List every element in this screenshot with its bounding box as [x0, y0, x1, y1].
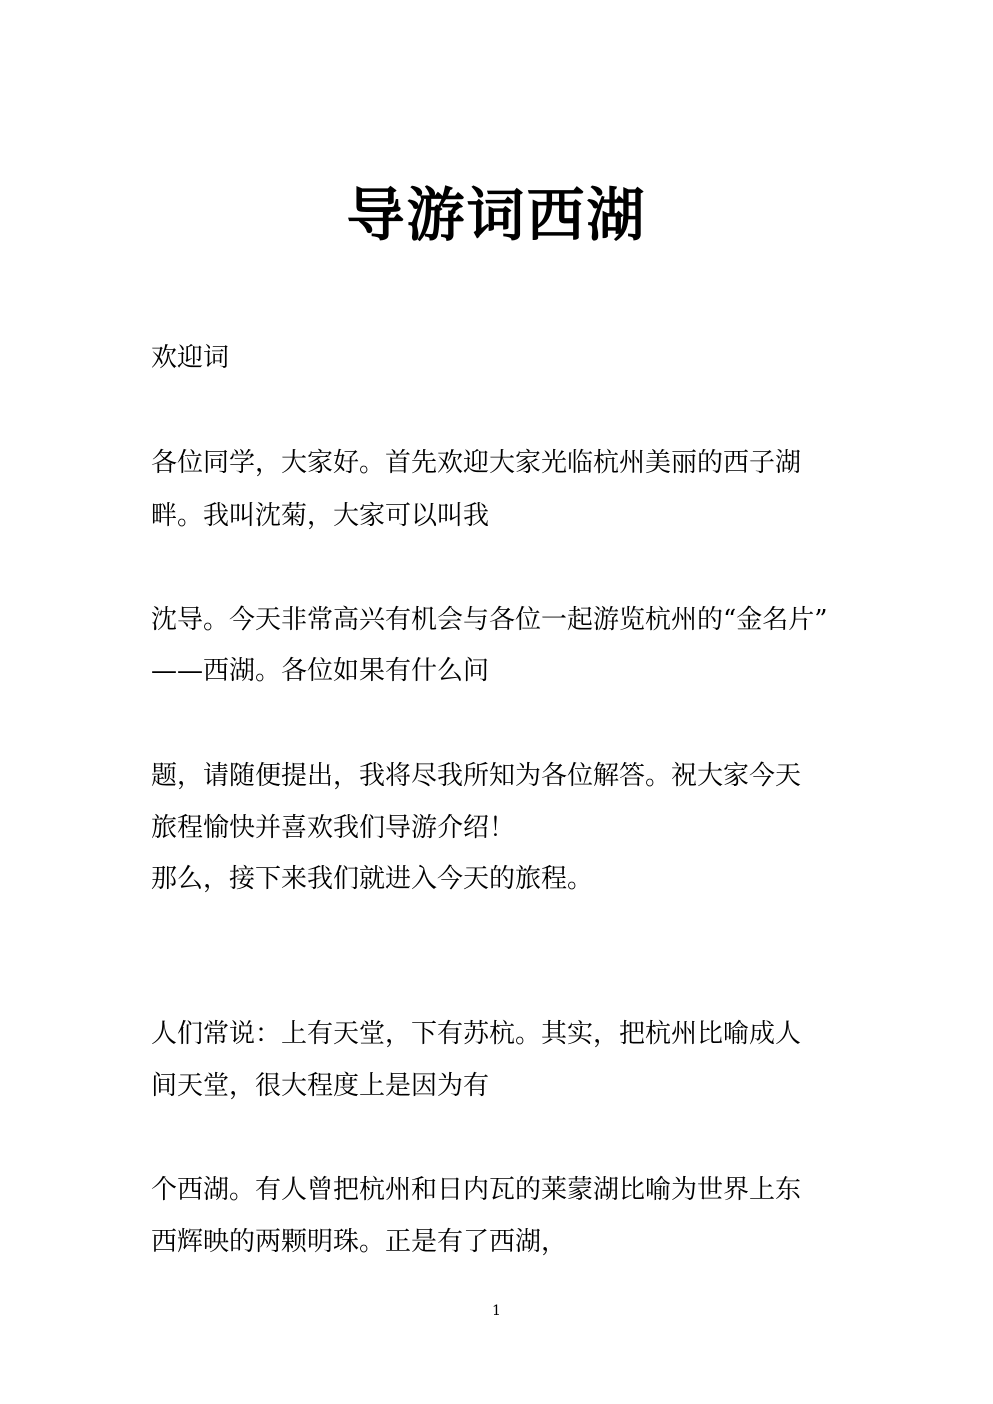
paragraph-5-line-1: 个西湖。有人曾把杭州和日内瓦的莱蒙湖比喻为世界上东 — [151, 1175, 802, 1205]
paragraph-4-line-2: 间天堂，很大程度上是因为有 — [151, 1071, 490, 1101]
paragraph-3-line-1: 题，请随便提出，我将尽我所知为各位解答。祝大家今天 — [151, 761, 802, 791]
section-heading: 欢迎词 — [151, 343, 230, 373]
paragraph-2-line-2: ——西湖。各位如果有什么问 — [151, 656, 490, 686]
page-number: 1 — [492, 1303, 501, 1319]
paragraph-1-line-1: 各位同学，大家好。首先欢迎大家光临杭州美丽的西子湖 — [151, 448, 802, 478]
paragraph-2-line-1: 沈导。今天非常高兴有机会与各位一起游览杭州的“金名片” — [151, 605, 828, 635]
paragraph-5-line-2: 西辉映的两颗明珠。正是有了西湖， — [151, 1227, 568, 1257]
paragraph-4-line-1: 人们常说：上有天堂，下有苏杭。其实，把杭州比喻成人 — [151, 1019, 802, 1049]
page-title: 导游词西湖 — [346, 181, 647, 249]
paragraph-3-line-2: 旅程愉快并喜欢我们导游介绍！ — [151, 813, 516, 843]
paragraph-1-line-2: 畔。我叫沈菊，大家可以叫我 — [151, 501, 490, 531]
paragraph-3-line-3: 那么，接下来我们就进入今天的旅程。 — [151, 864, 594, 894]
